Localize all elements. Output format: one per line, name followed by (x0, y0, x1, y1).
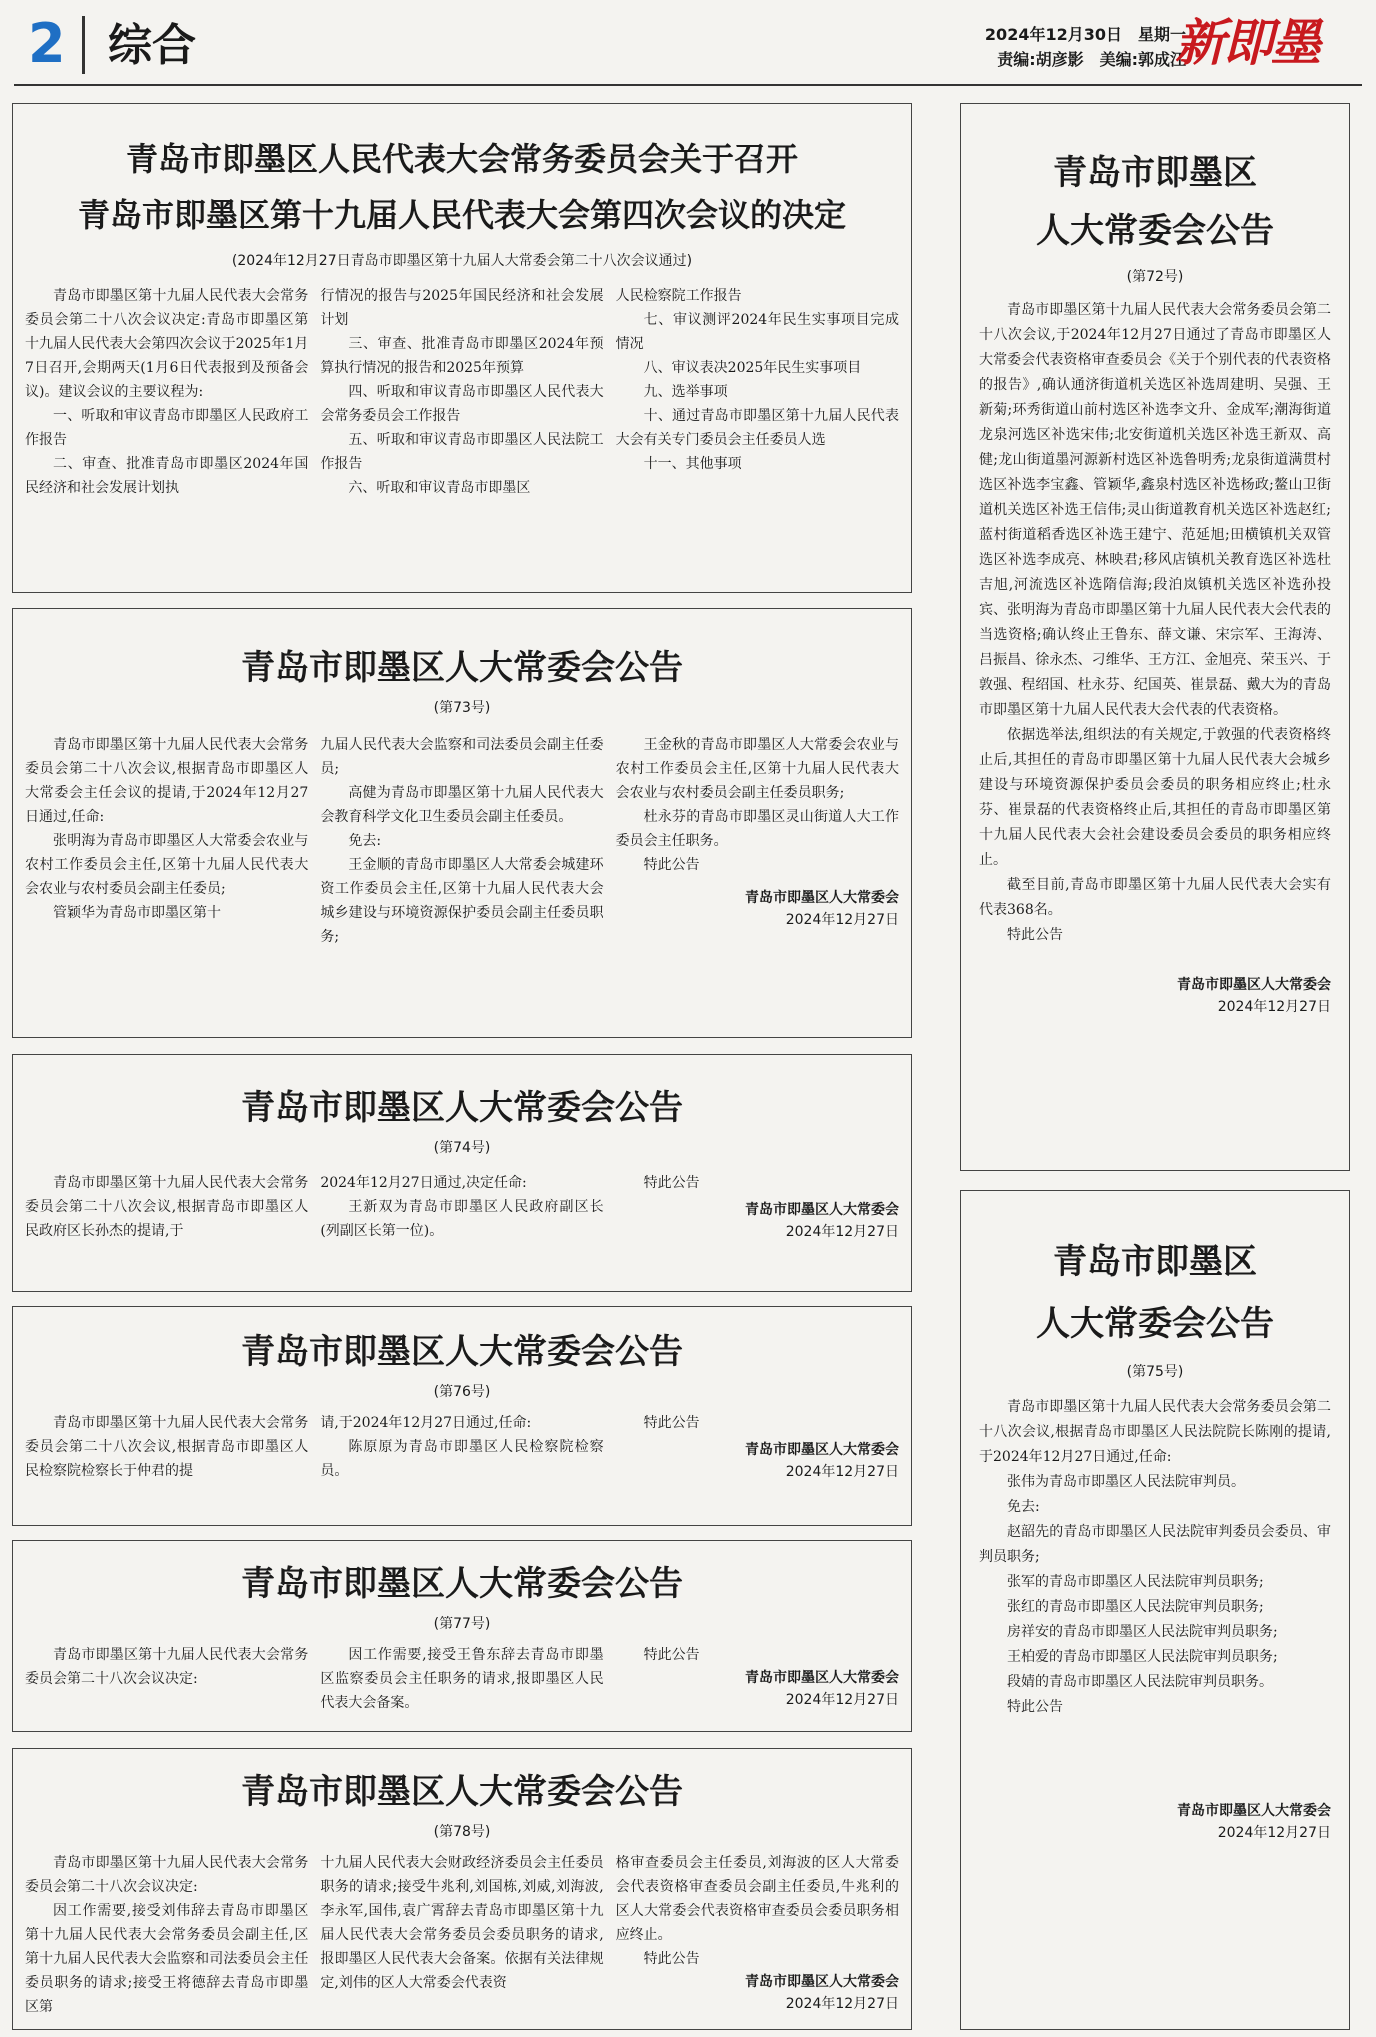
notice-number: (第73号) (433, 700, 491, 716)
notice-77-col-2 (320, 1643, 603, 1715)
notice-73-col-1 (25, 733, 308, 949)
editors-line: 责编:胡彦影 美编:郭成江 (997, 50, 1186, 69)
signer: 青岛市即墨区人大常委会 (744, 1442, 899, 1458)
notice-72-title-line1: 青岛市即墨区 (1053, 153, 1257, 193)
closing-text: 特此公告 (643, 1647, 700, 1663)
notice-74-col-3 (616, 1171, 899, 1243)
notice-76 (12, 1306, 912, 1526)
signer: 青岛市即墨区人大常委会 (744, 1974, 899, 1990)
paragraph: 截至目前,青岛市即墨区第十九届人民代表大会实有代表368名。 (979, 877, 1331, 918)
signer: 青岛市即墨区人大常委会 (744, 890, 899, 906)
paragraph: 依据选举法,组织法的有关规定,于敦强的代表资格终止后,其担任的青岛市即墨区第十九届人民代表大会城乡建设与环境资源保护委员会委员的职务相应终止;杜永芬、崔景磊的代表资格终止后,其担任的青岛市即墨区第十九届人民代表大会社会建设委员会委员的职务相应终止。 (979, 727, 1331, 868)
paragraph: 因工作需要,接受王鲁东辞去青岛市即墨区监察委员会主任职务的请求,报即墨区人民代表大会备案。 (320, 1647, 604, 1711)
notice-number: (第75号) (1126, 1364, 1184, 1380)
paragraph: 青岛市即墨区第十九届人民代表大会常务委员会第二十八次会议决定: (25, 1855, 309, 1895)
notice-75-body (979, 1395, 1331, 1720)
paragraph: 二、审查、批准青岛市即墨区2024年国民经济和社会发展计划执 (25, 456, 309, 496)
paragraph: 五、听取和审议青岛市即墨区人民法院工作报告 (320, 432, 604, 472)
section-title: 综合 (108, 20, 196, 71)
paragraph: 青岛市即墨区第十九届人民代表大会常务委员会第二十八次会议决定: (25, 1647, 309, 1687)
paragraph: 格审查委员会主任委员,刘海波的区人大常委会代表资格审查委员会副主任委员,牛兆利的区人大常委会代表资格审查委员会委员职务相应终止。 (615, 1855, 899, 1943)
paragraph: 九届人民代表大会监察和司法委员会副主任委员; (320, 737, 604, 777)
decision-subtitle: (2024年12月27日青岛市即墨区第十九届人大常委会第二十八次会议通过) (231, 253, 693, 269)
signature-block (616, 1667, 899, 1711)
paragraph: 王新双为青岛市即墨区人民政府副区长(列副区长第一位)。 (320, 1199, 604, 1239)
paragraph: 八、审议表决2025年民生实事项目 (643, 360, 862, 376)
paragraph: 三、审查、批准青岛市即墨区2024年预算执行情况的报告和2025年预算 (320, 336, 604, 376)
notice-title: 青岛市即墨区人大常委会公告 (241, 1772, 683, 1812)
decision-title-line1: 青岛市即墨区人民代表大会常务委员会关于召开 (125, 140, 798, 178)
closing-text: 特此公告 (643, 1951, 700, 1967)
sign-date: 2024年12月27日 (1217, 1825, 1331, 1841)
notice-title: 青岛市即墨区人大常委会公告 (241, 648, 683, 688)
notice-title: 青岛市即墨区人大常委会公告 (241, 1332, 683, 1372)
paragraph: 免去: (1007, 1499, 1040, 1515)
page-number: 2 (28, 12, 66, 75)
closing-text: 特此公告 (1007, 927, 1063, 943)
notice-75 (960, 1190, 1350, 2030)
paragraph: 管颖华为青岛市即墨区第十 (53, 905, 221, 921)
notice-78 (12, 1748, 912, 2030)
notice-74-col-2 (320, 1171, 603, 1243)
decision-article (12, 103, 912, 593)
paragraph: 王柏爱的青岛市即墨区人民法院审判员职务; (1007, 1649, 1278, 1665)
decision-col-3 (616, 284, 899, 500)
paragraph: 青岛市即墨区第十九届人民代表大会常务委员会第二十八次会议,于2024年12月27日通过了青岛市即墨区人大常委会代表资格审查委员会《关于个别代表的代表资格的报告》,确认通济街道机关选区补选周建明、吴强、王新菊;环秀街道山前村选区补选李文升、金成军;潮海街道龙泉河选区补选宋伟;北安街道机关选区补选王新双、高健;龙山街道墨河源新村选区补选鲁明秀;龙泉街道满贯村选区补选李宝鑫、管颖华,鑫泉村选区补选杨政;鳌山卫街道机关选区补选王信伟;灵山街道教育机关选区补选赵红;蓝村街道稻香选区补选王建宁、范延旭;田横镇机关双管选区补选李成亮、林映君;移风店镇机关教育选区补选杜吉旭,河流选区补选隋信海;段泊岚镇机关选区补选孙投宾、张明海为青岛市即墨区第十九届人民代表大会代表的当选资格;确认终止王鲁东、薛文谦、宋宗军、王海涛、吕振昌、徐永杰、刁维华、王方江、金旭亮、荣玉兴、于敦强、程绍国、杜永芬、纪国英、崔景磊、戴大为的青岛市即墨区第十九届人民代表大会代表的代表资格。 (979, 302, 1331, 718)
paragraph: 段婧的青岛市即墨区人民法院审判员职务。 (1007, 1674, 1273, 1690)
paragraph: 六、听取和审议青岛市即墨区 (348, 480, 531, 496)
paragraph: 张军的青岛市即墨区人民法院审判员职务; (1007, 1574, 1264, 1590)
sign-date: 2024年12月27日 (785, 912, 899, 928)
notice-73-col-3 (616, 733, 899, 949)
notice-77-col-3 (616, 1643, 899, 1715)
paragraph: 青岛市即墨区第十九届人民代表大会常务委员会第二十八次会议,根据青岛市即墨区人大常委会主任会议的提请,于2024年12月27日通过,任命: (25, 737, 309, 825)
paragraph: 青岛市即墨区第十九届人民代表大会常务委员会第二十八次会议,根据青岛市即墨区人民法院院长陈刚的提请,于2024年12月27日通过,任命: (979, 1399, 1331, 1465)
masthead-divider (82, 16, 85, 74)
issue-date: 2024年12月30日 星期一 (984, 25, 1186, 44)
paragraph: 张伟为青岛市即墨区人民法院审判员。 (1007, 1474, 1245, 1490)
paragraph: 十一、其他事项 (643, 456, 742, 472)
notice-77-col-1 (25, 1643, 308, 1715)
sign-date: 2024年12月27日 (785, 1996, 899, 2012)
notice-number: (第76号) (433, 1384, 491, 1400)
sign-date: 2024年12月27日 (785, 1224, 899, 1240)
paragraph: 人民检察院工作报告 (615, 288, 742, 304)
paragraph: 房祥安的青岛市即墨区人民法院审判员职务; (1007, 1624, 1278, 1640)
notice-77 (12, 1540, 912, 1732)
paragraph: 青岛市即墨区第十九届人民代表大会常务委员会第二十八次会议,根据青岛市即墨区人民政府区长孙杰的提请,于 (25, 1175, 309, 1239)
paragraph: 王金秋的青岛市即墨区人大常委会农业与农村工作委员会主任,区第十九届人民代表大会农业与农村委员会副主任委员职务; (615, 737, 899, 801)
paragraph: 2024年12月27日通过,决定任命: (320, 1175, 527, 1191)
signer: 青岛市即墨区人大常委会 (1177, 1803, 1331, 1819)
notice-75-title-line2: 人大常委会公告 (1036, 1304, 1274, 1344)
notice-72-title-line2: 人大常委会公告 (1036, 211, 1274, 251)
notice-73 (12, 608, 912, 1038)
sign-date: 2024年12月27日 (1217, 999, 1331, 1015)
notice-title: 青岛市即墨区人大常委会公告 (241, 1088, 683, 1128)
notice-number: (第72号) (1126, 269, 1184, 285)
signature-block (979, 1800, 1331, 1844)
paragraph: 青岛市即墨区第十九届人民代表大会常务委员会第二十八次会议决定:青岛市即墨区第十九届人民代表大会第四次会议于2025年1月7日召开,会期两天(1月6日代表报到及预备会议)。建议会议的主要议程为: (25, 288, 309, 400)
notice-75-title-line1: 青岛市即墨区 (1053, 1242, 1257, 1282)
signer: 青岛市即墨区人大常委会 (744, 1670, 899, 1686)
notice-78-col-3 (616, 1851, 899, 2019)
paragraph: 高健为青岛市即墨区第十九届人民代表大会教育科学文化卫生委员会副主任委员。 (320, 785, 604, 825)
paragraph: 九、选举事项 (643, 384, 728, 400)
signer: 青岛市即墨区人大常委会 (744, 1202, 899, 1218)
paragraph: 免去: (348, 833, 382, 849)
notice-number: (第78号) (433, 1824, 491, 1840)
notice-76-col-1 (25, 1411, 308, 1483)
masthead-rule (14, 84, 1362, 86)
notice-73-col-2 (320, 733, 603, 949)
masthead-info (985, 22, 1186, 72)
paragraph: 张红的青岛市即墨区人民法院审判员职务; (1007, 1599, 1264, 1615)
notice-title: 青岛市即墨区人大常委会公告 (241, 1564, 683, 1604)
signature-block (979, 974, 1331, 1018)
decision-col-1 (25, 284, 308, 500)
paragraph: 十、通过青岛市即墨区第十九届人民代表大会有关专门委员会主任委员人选 (615, 408, 899, 448)
paragraph: 陈原原为青岛市即墨区人民检察院检察员。 (320, 1439, 604, 1479)
notice-number: (第74号) (433, 1140, 491, 1156)
newspaper-logo: 新即墨 (1175, 13, 1319, 72)
paragraph: 请,于2024年12月27日通过,任命: (320, 1415, 532, 1431)
notice-78-col-2 (320, 1851, 603, 2019)
signature-block (616, 1971, 899, 2015)
paragraph: 张明海为青岛市即墨区人大常委会农业与农村工作委员会主任,区第十九届人民代表大会农业与农村委员会副主任委员; (25, 833, 309, 897)
notice-72 (960, 103, 1350, 1171)
notice-number: (第77号) (433, 1616, 491, 1632)
notice-74-col-1 (25, 1171, 308, 1243)
paragraph: 王金顺的青岛市即墨区人大常委会城建环资工作委员会主任,区第十九届人民代表大会城乡建设与环境资源保护委员会副主任委员职务; (320, 857, 604, 945)
signature-block (616, 887, 899, 931)
paragraph: 赵韶先的青岛市即墨区人民法院审判委员会委员、审判员职务; (979, 1524, 1331, 1565)
closing-text: 特此公告 (1007, 1699, 1063, 1715)
closing-text: 特此公告 (643, 1175, 700, 1191)
closing-text: 特此公告 (643, 1415, 700, 1431)
notice-76-col-3 (616, 1411, 899, 1483)
notice-78-col-1 (25, 1851, 308, 2019)
notice-72-body (979, 298, 1331, 948)
paragraph: 因工作需要,接受刘伟辞去青岛市即墨区第十九届人民代表大会常务委员会副主任,区第十九届人民代表大会监察和司法委员会主任委员职务的请求;接受王将德辞去青岛市即墨区第 (25, 1903, 309, 2015)
notice-74 (12, 1054, 912, 1292)
decision-col-2 (320, 284, 603, 500)
signature-block (616, 1199, 899, 1243)
paragraph: 青岛市即墨区第十九届人民代表大会常务委员会第二十八次会议,根据青岛市即墨区人民检察院检察长于仲君的提 (25, 1415, 309, 1479)
decision-title-line2: 青岛市即墨区第十九届人民代表大会第四次会议的决定 (77, 196, 846, 234)
paragraph: 十九届人民代表大会财政经济委员会主任委员职务的请求;接受牛兆利,刘国栋,刘威,刘海波,李永军,国伟,袁广霄辞去青岛市即墨区第十九届人民代表大会常务委员会委员职务的请求,报即墨区人民代表大会备案。依据有关法律规定,刘伟的区人大常委会代表资 (320, 1855, 604, 1991)
signature-block (616, 1439, 899, 1483)
paragraph: 七、审议测评2024年民生实事项目完成情况 (615, 312, 899, 352)
sign-date: 2024年12月27日 (785, 1464, 899, 1480)
signer: 青岛市即墨区人大常委会 (1177, 977, 1331, 993)
sign-date: 2024年12月27日 (785, 1692, 899, 1708)
notice-76-col-2 (320, 1411, 603, 1483)
paragraph: 一、听取和审议青岛市即墨区人民政府工作报告 (25, 408, 309, 448)
paragraph: 行情况的报告与2025年国民经济和社会发展计划 (320, 288, 604, 328)
closing-text: 特此公告 (643, 857, 700, 873)
paragraph: 四、听取和审议青岛市即墨区人民代表大会常务委员会工作报告 (320, 384, 604, 424)
paragraph: 杜永芬的青岛市即墨区灵山街道人大工作委员会主任职务。 (615, 809, 899, 849)
